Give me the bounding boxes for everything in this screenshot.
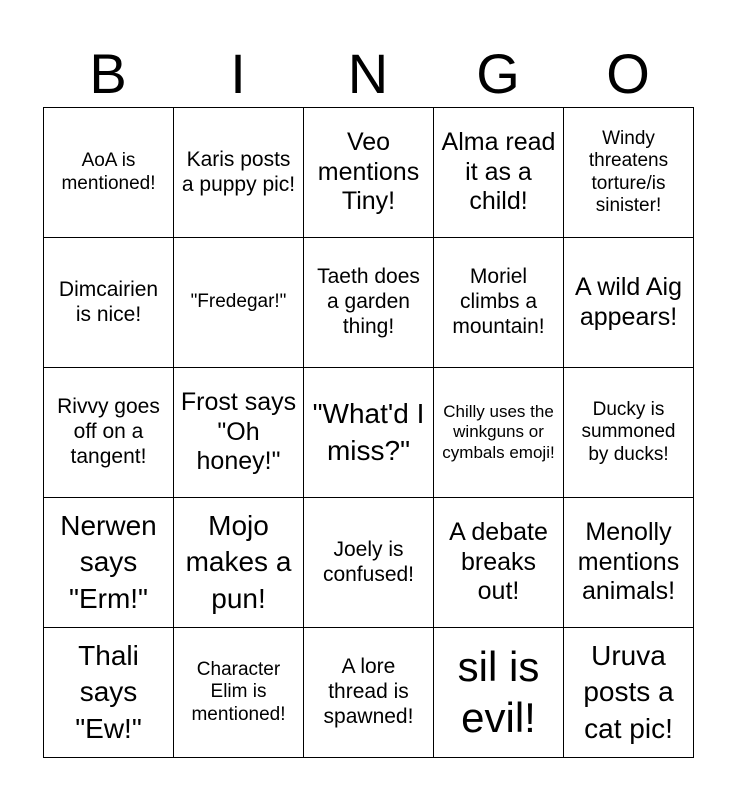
- header-letter-n: N: [347, 42, 389, 105]
- bingo-cell[interactable]: Veo mentions Tiny!: [304, 108, 434, 238]
- bingo-cell[interactable]: Taeth does a garden thing!: [304, 238, 434, 368]
- bingo-cell[interactable]: Dimcairien is nice!: [44, 238, 174, 368]
- bingo-cell[interactable]: Frost says "Oh honey!": [174, 368, 304, 498]
- bingo-cell[interactable]: "Fredegar!": [174, 238, 304, 368]
- bingo-cell[interactable]: Mojo makes a pun!: [174, 498, 304, 628]
- bingo-header: [43, 40, 693, 108]
- bingo-cell[interactable]: Thali says "Ew!": [44, 628, 174, 758]
- bingo-cell[interactable]: A wild Aig appears!: [564, 238, 694, 368]
- bingo-cell[interactable]: "What'd I miss?": [304, 368, 434, 498]
- bingo-cell[interactable]: Nerwen says "Erm!": [44, 498, 174, 628]
- header-letter-b: B: [89, 42, 127, 105]
- bingo-cell[interactable]: A lore thread is spawned!: [304, 628, 434, 758]
- bingo-cell[interactable]: Windy threatens torture/is sinister!: [564, 108, 694, 238]
- bingo-cell[interactable]: Character Elim is mentioned!: [174, 628, 304, 758]
- bingo-cell[interactable]: sil is evil!: [434, 628, 564, 758]
- header-letter-i: I: [230, 42, 246, 105]
- bingo-cell[interactable]: Menolly mentions animals!: [564, 498, 694, 628]
- bingo-cell[interactable]: Chilly uses the winkguns or cymbals emoji!: [434, 368, 564, 498]
- bingo-cell[interactable]: Ducky is summoned by ducks!: [564, 368, 694, 498]
- bingo-cell[interactable]: Rivvy goes off on a tangent!: [44, 368, 174, 498]
- bingo-board: [43, 107, 694, 758]
- bingo-cell[interactable]: Joely is confused!: [304, 498, 434, 628]
- bingo-cell[interactable]: A debate breaks out!: [434, 498, 564, 628]
- bingo-cell[interactable]: AoA is mentioned!: [44, 108, 174, 238]
- header-letter-o: O: [606, 42, 650, 105]
- bingo-cell[interactable]: Karis posts a puppy pic!: [174, 108, 304, 238]
- bingo-cell[interactable]: Alma read it as a child!: [434, 108, 564, 238]
- bingo-cell[interactable]: Moriel climbs a mountain!: [434, 238, 564, 368]
- bingo-cell[interactable]: Uruva posts a cat pic!: [564, 628, 694, 758]
- header-letter-g: G: [476, 42, 520, 105]
